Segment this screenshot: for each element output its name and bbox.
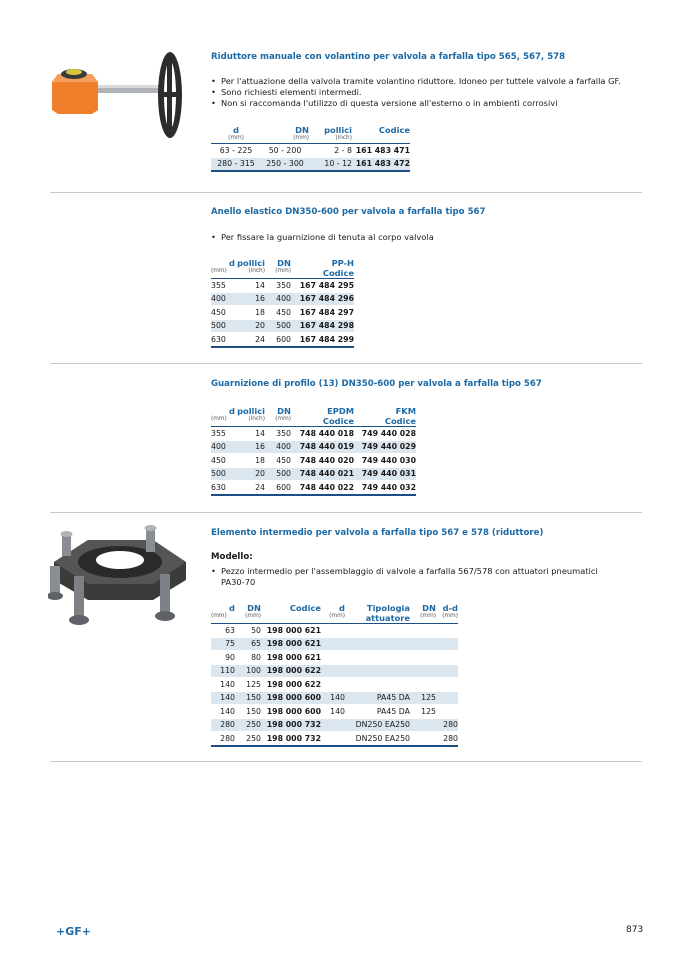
col-header: d (339, 603, 345, 613)
bullet: • Per fissare la guarnizione di tenuta al corpo valvola (211, 232, 434, 243)
unit-label: (mm) (261, 135, 309, 144)
table-row: 400 16 400 748 440 019 749 440 029 (211, 440, 416, 454)
col-header: d (233, 125, 239, 135)
unit-label (261, 613, 321, 624)
col-header: pollici (324, 125, 352, 135)
unit-label: (mm) (211, 268, 235, 279)
col-header: DN (277, 258, 291, 268)
unit-label: (mm) (211, 135, 261, 144)
table-row: 500 20 500 167 484 298 (211, 319, 354, 333)
unit-label: (mm) (265, 416, 291, 427)
unit-label: (mm) (410, 613, 436, 624)
col-header: d (229, 603, 235, 613)
col-header: DN (247, 603, 261, 613)
bullet-continuation: PA30-70 (221, 577, 256, 587)
section4-table (211, 602, 458, 747)
section2-table (211, 257, 354, 348)
col-header: Codice (378, 125, 410, 135)
unit-label: (inch) (235, 416, 265, 427)
col-header-sub: Codice (291, 268, 354, 279)
section-divider (50, 761, 642, 762)
unit-label: (mm) (265, 268, 291, 279)
section4-bullets (211, 566, 598, 577)
col-header-sub: attuatore (345, 613, 410, 624)
col-header: DN (277, 406, 291, 416)
col-header: d-d (442, 603, 458, 613)
table-row: 110 100 198 000 622 (211, 664, 458, 678)
table-row: 140 150 198 000 600 140 PA45 DA 125 (211, 705, 458, 719)
section3-table (211, 405, 416, 496)
bullet: • Per l'attuazione della valvola tramite volantino riduttore. Idoneo per tuttele valvole a farfalla GF. (211, 76, 621, 87)
table-row: 63 - 225 50 - 200 2 - 8 161 483 471 (211, 144, 410, 158)
table-row: 63 50 198 000 621 (211, 624, 458, 638)
col-header: DN (295, 125, 309, 135)
unit-label: (mm) (436, 613, 458, 624)
table-row: 280 250 198 000 732 DN250 EA250 280 (211, 718, 458, 732)
col-header: DN (422, 603, 436, 613)
table-row: 450 18 450 167 484 297 (211, 306, 354, 320)
table-row: 355 14 350 748 440 018 749 440 028 (211, 427, 416, 441)
col-header: PP-H (331, 258, 354, 268)
table-row: 500 20 500 748 440 021 749 440 031 (211, 467, 416, 481)
table-row: 450 18 450 748 440 020 749 440 030 (211, 454, 416, 468)
col-header: Tipologia (366, 603, 410, 613)
table-row: 140 150 198 000 600 140 PA45 DA 125 (211, 691, 458, 705)
table-row: 400 16 400 167 484 296 (211, 292, 354, 306)
col-header: d (229, 258, 235, 268)
unit-label: (mm) (211, 416, 235, 427)
unit-label: (inch) (309, 135, 352, 144)
handwheel-gearbox-image (48, 50, 193, 142)
col-header: Codice (289, 603, 321, 613)
table-row: 140 125 198 000 622 (211, 678, 458, 692)
section3-title: Guarnizione di profilo (13) DN350-600 per valvola a farfalla tipo 567 (211, 379, 542, 389)
col-header: pollici (237, 406, 265, 416)
section-divider (50, 512, 642, 513)
section2-title: Anello elastico DN350-600 per valvola a farfalla tipo 567 (211, 207, 486, 217)
unit-label: (mm) (321, 613, 345, 624)
bullet: • Pezzo intermedio per l'assemblaggio di valvole a farfalla 567/578 con attuatori pneumatici (211, 566, 598, 577)
col-header: FKM (395, 406, 416, 416)
section2-bullets (211, 232, 434, 243)
section-divider (50, 192, 642, 193)
section1-bullets (211, 76, 621, 109)
section4-title: Elemento intermedio per valvola a farfalla tipo 567 e 578 (riduttore) (211, 528, 544, 538)
col-header: pollici (237, 258, 265, 268)
col-header-sub: Codice (354, 416, 416, 427)
bullet: • Sono richiesti elementi intermedi. (211, 87, 621, 98)
model-label: Modello: (211, 552, 253, 562)
unit-label: (inch) (235, 268, 265, 279)
section1-title: Riduttore manuale con volantino per valvola a farfalla tipo 565, 567, 578 (211, 52, 566, 62)
intermediate-element-image (48, 522, 190, 634)
table-row: 630 24 600 167 484 299 (211, 333, 354, 347)
gf-logo: +GF+ (56, 925, 91, 938)
unit-label: (mm) (235, 613, 261, 624)
section-divider (50, 363, 642, 364)
table-row: 355 14 350 167 484 295 (211, 279, 354, 293)
col-header: EPDM (327, 406, 354, 416)
col-header-sub: Codice (291, 416, 354, 427)
section1-table (211, 124, 410, 172)
unit-label: (mm) (211, 613, 235, 624)
table-row: 280 - 315 250 - 300 10 - 12 161 483 472 (211, 157, 410, 171)
table-row: 75 65 198 000 621 (211, 637, 458, 651)
col-header: d (229, 406, 235, 416)
page-number: 873 (626, 925, 644, 935)
unit-label (352, 135, 410, 144)
table-row: 280 250 198 000 732 DN250 EA250 280 (211, 732, 458, 746)
table-row: 630 24 600 748 440 022 749 440 032 (211, 481, 416, 495)
bullet: • Non si raccomanda l'utilizzo di questa versione all'esterno o in ambienti corrosivi (211, 98, 621, 109)
table-row: 90 80 198 000 621 (211, 651, 458, 665)
